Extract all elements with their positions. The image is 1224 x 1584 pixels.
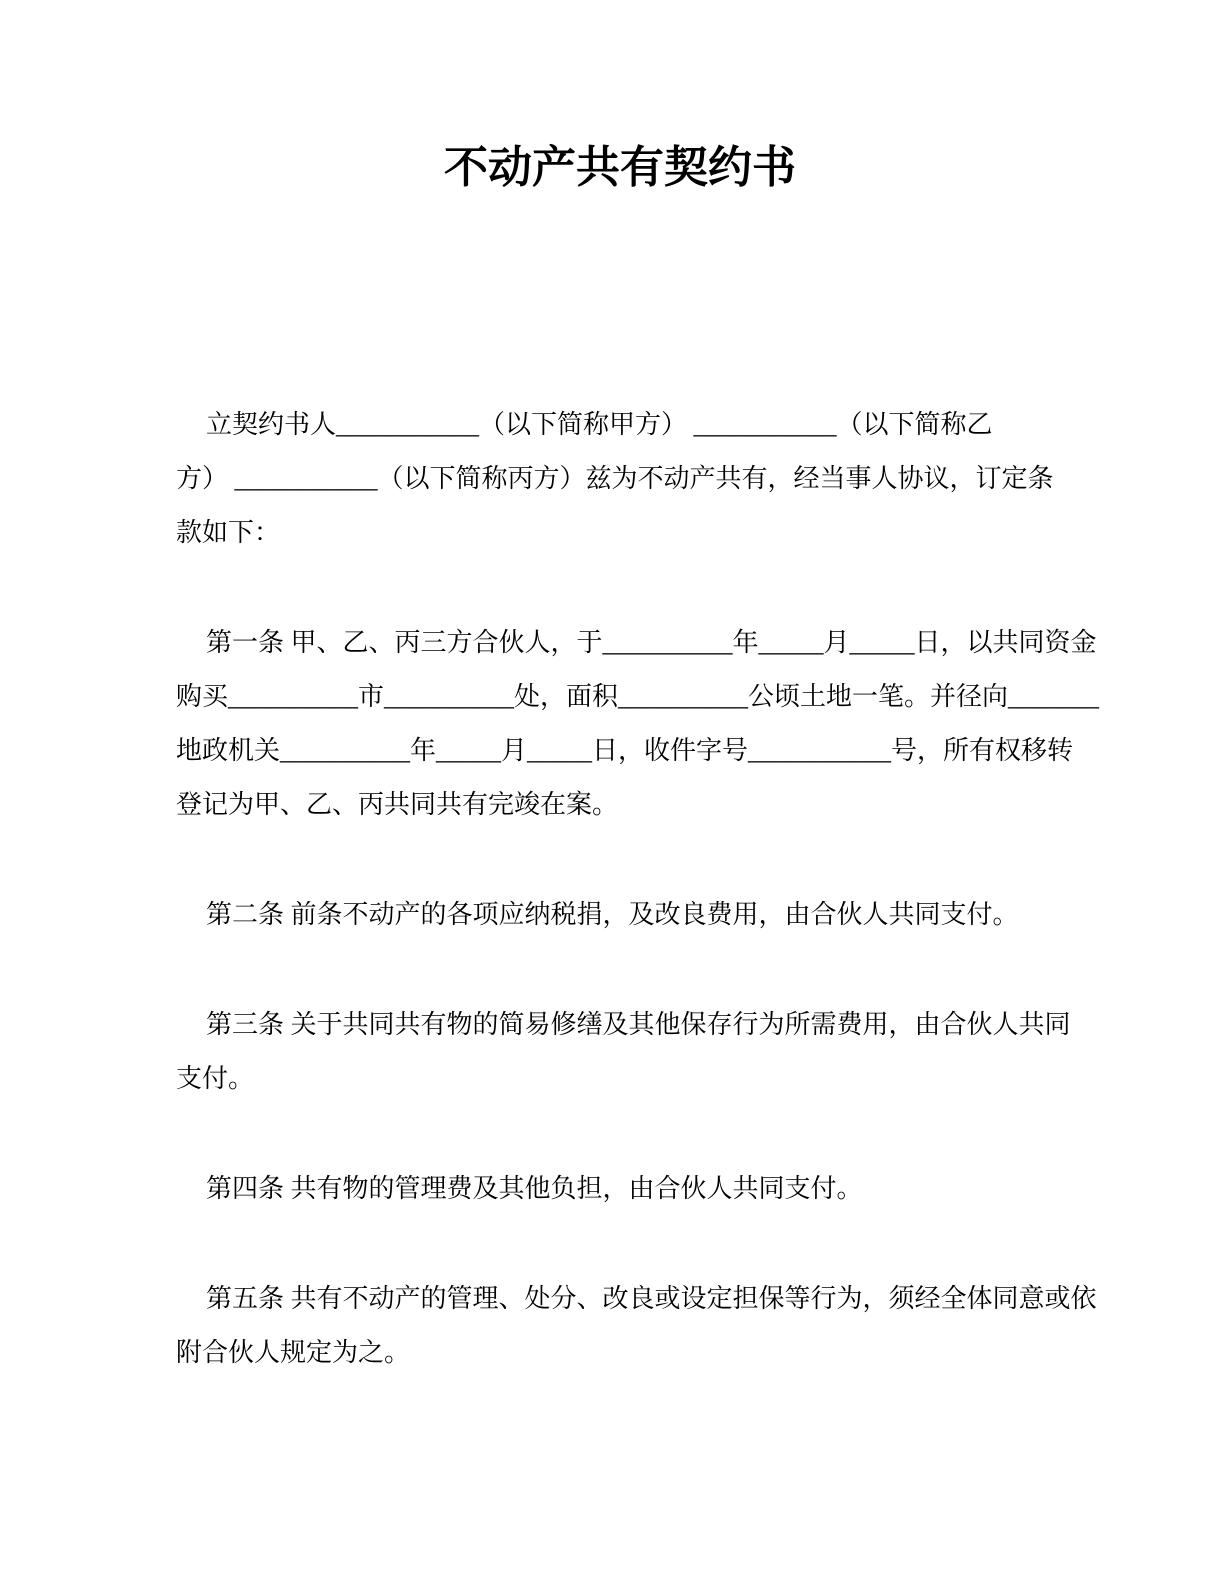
clause-1-line: 第一条 甲、乙、丙三方合伙人，于__________年_____月_____日，以共同资金: [206, 628, 1097, 657]
intro-line: 方） ___________（以下简称丙方）兹为不动产共有，经当事人协议，订定条: [176, 464, 1054, 493]
intro-line: 款如下：: [176, 518, 281, 547]
clause-4-line: 第四条 共有物的管理费及其他负担，由合伙人共同支付。: [206, 1174, 863, 1203]
clause-1-paragraph: [176, 616, 1100, 832]
clause-1-line: 购买__________市__________处，面积__________公顷土地一笔。并径向_______: [176, 682, 1100, 711]
clause-3-line: 第三条 关于共同共有物的简易修缮及其他保存行为所需费用，由合伙人共同: [206, 1010, 1071, 1039]
clause-2-line: 第二条 前条不动产的各项应纳税捐，及改良费用，由合伙人共同支付。: [206, 900, 1019, 929]
clause-4-paragraph: [176, 1162, 1064, 1216]
clause-5-paragraph: [176, 1272, 1097, 1380]
clause-1-line: 地政机关__________年_____月_____日，收件字号___________号，所有权移转: [176, 736, 1074, 765]
intro-paragraph: [176, 398, 1064, 560]
clause-3-paragraph: [176, 998, 1071, 1106]
clause-5-line: 第五条 共有不动产的管理、处分、改良或设定担保等行为，须经全体同意或依: [206, 1284, 1097, 1313]
intro-line: 立契约书人___________（以下简称甲方） ___________（以下简称乙: [206, 410, 993, 439]
clause-2-paragraph: [176, 888, 1064, 942]
clause-5-line: 附合伙人规定为之。: [176, 1338, 411, 1367]
clause-3-line: 支付。: [176, 1064, 255, 1093]
document-title: 不动产共有契约书: [444, 143, 796, 192]
clause-1-line: 登记为甲、乙、丙共同共有完竣在案。: [176, 790, 619, 819]
